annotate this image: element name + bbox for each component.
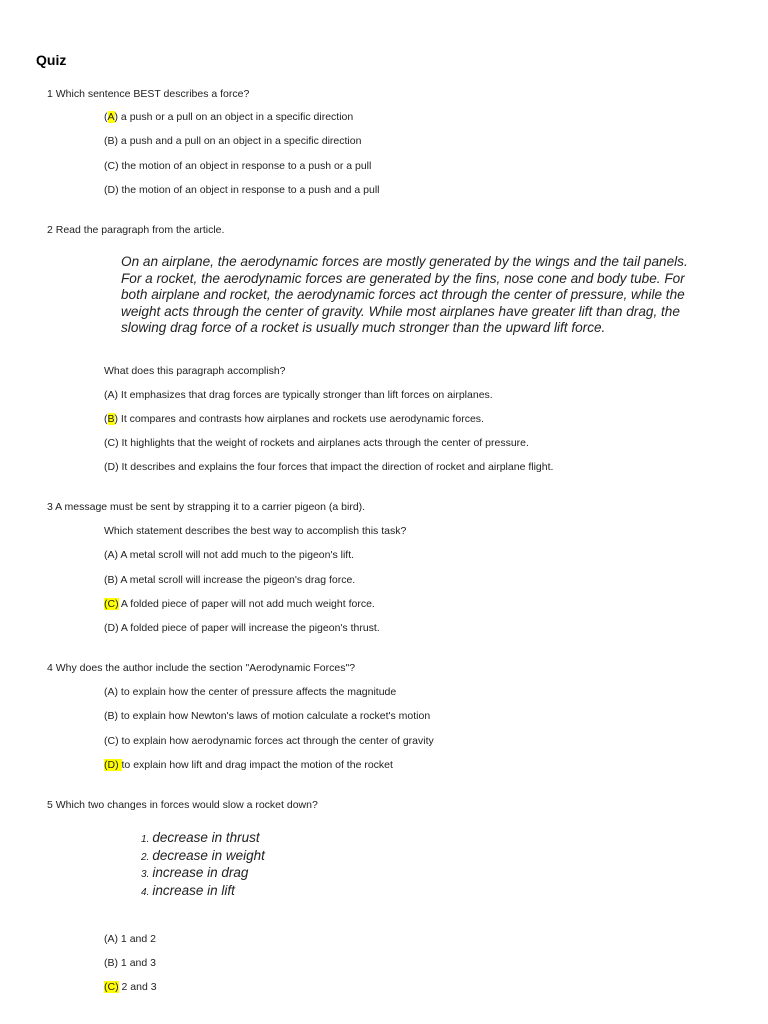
list-item: 1. decrease in thrust: [141, 830, 260, 845]
q3-option-a[interactable]: (A) A metal scroll will not add much to the pigeon's lift.: [104, 549, 355, 561]
q4-option-c[interactable]: (C) to explain how aerodynamic forces act through the center of gravity: [104, 735, 434, 747]
article-passage: On an airplane, the aerodynamic forces are mostly generated by the wings and the tail panels. For a rocket, the aerodynamic forces are generated by the fins, nose cone and body tube. For both airplane and rocket, the aerodynamic forces act through the center of pressure, while the weight acts through the center of gravity. While most airplanes have greater lift than drag, the slowing drag force of a rocket is usually much stronger than the upward lift force.: [121, 254, 688, 335]
answer-highlight: A: [107, 111, 115, 123]
page-title: Quiz: [36, 52, 67, 68]
q4-option-b[interactable]: (B) to explain how Newton's laws of motion calculate a rocket's motion: [104, 710, 431, 722]
question-2-subprompt: What does this paragraph accomplish?: [104, 365, 286, 377]
answer-highlight: (D): [104, 759, 122, 771]
q1-option-a[interactable]: (A) a push or a pull on an object in a specific direction: [104, 111, 354, 123]
q3-option-d[interactable]: (D) A folded piece of paper will increase the pigeon's thrust.: [104, 622, 380, 634]
question-2-prompt: 2 Read the paragraph from the article.: [47, 224, 225, 236]
question-5-prompt: 5 Which two changes in forces would slow a rocket down?: [47, 799, 318, 811]
list-item: 3. increase in drag: [141, 865, 249, 880]
question-3-subprompt: Which statement describes the best way to accomplish this task?: [104, 525, 407, 537]
q1-option-d[interactable]: (D) the motion of an object in response to a push and a pull: [104, 184, 380, 196]
answer-highlight: B: [107, 413, 115, 425]
q1-option-b[interactable]: (B) a push and a pull on an object in a specific direction: [104, 135, 362, 147]
q5-option-b[interactable]: (B) 1 and 3: [104, 957, 156, 969]
q2-option-b[interactable]: (B) It compares and contrasts how airplanes and rockets use aerodynamic forces.: [104, 413, 484, 425]
q1-option-c[interactable]: (C) the motion of an object in response to a push or a pull: [104, 160, 372, 172]
q3-option-b[interactable]: (B) A metal scroll will increase the pigeon's drag force.: [104, 574, 356, 586]
q2-option-c[interactable]: (C) It highlights that the weight of rockets and airplanes acts through the center of pressure.: [104, 437, 529, 449]
q2-option-d[interactable]: (D) It describes and explains the four forces that impact the direction of rocket and airplane flight.: [104, 461, 554, 473]
q5-option-c[interactable]: (C) 2 and 3: [104, 981, 157, 993]
q5-option-a[interactable]: (A) 1 and 2: [104, 933, 156, 945]
question-4-prompt: 4 Why does the author include the section "Aerodynamic Forces"?: [47, 662, 356, 674]
list-item: 2. decrease in weight: [141, 847, 265, 863]
q2-option-a[interactable]: (A) It emphasizes that drag forces are typically stronger than lift forces on airplanes.: [104, 389, 493, 401]
numbered-list: [141, 829, 265, 899]
q4-option-d[interactable]: (D) to explain how lift and drag impact the motion of the rocket: [104, 759, 393, 771]
q3-option-c[interactable]: (C) A folded piece of paper will not add much weight force.: [104, 598, 375, 610]
question-3-prompt: 3 A message must be sent by strapping it to a carrier pigeon (a bird).: [47, 501, 366, 513]
answer-highlight: (C): [104, 598, 119, 610]
list-item: 4. increase in lift: [141, 882, 235, 898]
question-1-prompt: 1 Which sentence BEST describes a force?: [47, 88, 250, 100]
q4-option-a[interactable]: (A) to explain how the center of pressure affects the magnitude: [104, 686, 397, 698]
answer-highlight: (C): [104, 981, 119, 993]
